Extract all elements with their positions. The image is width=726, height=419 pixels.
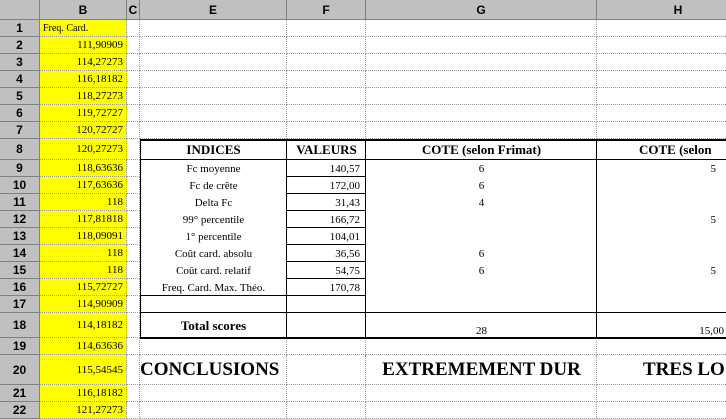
row-header-12[interactable]: 12	[0, 211, 40, 228]
indice-value[interactable]: 31,43	[335, 196, 360, 209]
grid-cell[interactable]	[127, 211, 140, 228]
grid-cell[interactable]	[366, 105, 597, 122]
cote-frimat[interactable]: 6	[478, 162, 485, 175]
cell-b6[interactable]: 119,72727	[40, 105, 127, 122]
grid-cell[interactable]	[127, 313, 140, 338]
grid-cell[interactable]	[127, 385, 140, 402]
cote-frimat[interactable]: 6	[478, 247, 485, 260]
cell-b5[interactable]: 118,27273	[40, 88, 127, 105]
indice-value[interactable]: 172,00	[329, 179, 360, 192]
row-header-15[interactable]: 15	[0, 262, 40, 279]
table-border	[140, 159, 726, 160]
indice-value[interactable]: 54,75	[335, 264, 360, 277]
grid-cell[interactable]	[140, 385, 287, 402]
conclusions-label[interactable]: CONCLUSIONS	[140, 359, 280, 380]
grid-cell[interactable]	[597, 20, 726, 37]
table-border	[596, 139, 597, 338]
grid-cell[interactable]	[287, 37, 366, 54]
column-header-b[interactable]: B	[40, 0, 127, 20]
grid-cell[interactable]	[287, 54, 366, 71]
indice-label[interactable]: 1° percentile	[185, 230, 242, 243]
grid-cell[interactable]	[287, 88, 366, 105]
cote-other[interactable]: 5	[710, 264, 716, 277]
conclusion-frimat[interactable]: EXTREMEMENT DUR	[382, 359, 581, 380]
indice-value[interactable]: 36,56	[335, 247, 360, 260]
grid-cell[interactable]	[366, 88, 597, 105]
cell-b11[interactable]: 118	[40, 194, 127, 211]
cell-b8[interactable]: 120,27273	[40, 139, 127, 160]
grid-cell[interactable]	[366, 385, 597, 402]
grid-cell[interactable]	[597, 88, 726, 105]
cell-b7[interactable]: 120,72727	[40, 122, 127, 139]
table-border	[287, 295, 366, 296]
cote-frimat[interactable]: 6	[478, 179, 485, 192]
grid-cell[interactable]	[127, 355, 140, 385]
cote-frimat[interactable]	[366, 211, 597, 228]
cote-other[interactable]: 5	[710, 162, 716, 175]
column-header-g[interactable]: G	[366, 0, 597, 20]
row-header-7[interactable]: 7	[0, 122, 40, 139]
row-header-10[interactable]: 10	[0, 177, 40, 194]
header-cote-frimat[interactable]: COTE (selon Frimat)	[421, 141, 542, 157]
cell-b1[interactable]: Freq. Card.	[40, 20, 127, 37]
grid-cell[interactable]	[287, 385, 366, 402]
row-header-5[interactable]: 5	[0, 88, 40, 105]
grid-cell[interactable]	[140, 88, 287, 105]
table-border	[365, 139, 366, 338]
cell-b2[interactable]: 111,90909	[40, 37, 127, 54]
grid-cell[interactable]	[366, 20, 597, 37]
cote-frimat[interactable]: 6	[478, 264, 485, 277]
grid-cell[interactable]	[140, 71, 287, 88]
table-border	[140, 312, 726, 313]
row-header-13[interactable]: 13	[0, 228, 40, 245]
cell-b16[interactable]: 115,72727	[40, 279, 127, 296]
row-header-18[interactable]: 18	[0, 313, 40, 338]
cell-b14[interactable]: 118	[40, 245, 127, 262]
row-header-11[interactable]: 11	[0, 194, 40, 211]
cell-b21[interactable]: 116,18182	[40, 385, 127, 402]
row-header-21[interactable]: 21	[0, 385, 40, 402]
grid-cell[interactable]	[287, 20, 366, 37]
table-border	[287, 176, 366, 177]
row-header-19[interactable]: 19	[0, 338, 40, 355]
indice-value[interactable]: 140,57	[329, 162, 360, 175]
grid-cell[interactable]	[140, 105, 287, 122]
grid-cell[interactable]	[287, 122, 366, 139]
table-border	[140, 139, 141, 338]
row-header-17[interactable]: 17	[0, 296, 40, 313]
row-header-9[interactable]: 9	[0, 160, 40, 177]
header-indices[interactable]: INDICES	[186, 141, 241, 157]
indice-label[interactable]: Fc moyenne	[186, 162, 241, 175]
cell-b20[interactable]: 115,54545	[40, 355, 127, 385]
grid-cell[interactable]	[127, 262, 140, 279]
cell-b15[interactable]: 118	[40, 262, 127, 279]
grid-cell[interactable]	[127, 228, 140, 245]
table-border	[140, 139, 726, 141]
cote-frimat[interactable]: 4	[478, 196, 485, 209]
grid-cell[interactable]	[127, 160, 140, 177]
grid-cell[interactable]	[127, 402, 140, 419]
table-border	[287, 193, 366, 194]
grid-cell[interactable]	[287, 338, 366, 355]
indice-label[interactable]: Coût card. relatif	[176, 264, 251, 277]
indice-label[interactable]: Freq. Card. Max. Théo.	[161, 281, 266, 294]
cote-frimat[interactable]	[366, 228, 597, 245]
cell-b12[interactable]: 117,81818	[40, 211, 127, 228]
grid-cell[interactable]	[597, 71, 726, 88]
row-header-4[interactable]: 4	[0, 71, 40, 88]
grid-cell[interactable]	[127, 20, 140, 37]
row-header-3[interactable]: 3	[0, 54, 40, 71]
grid-cell[interactable]	[140, 54, 287, 71]
grid-cell[interactable]	[127, 105, 140, 122]
row-header-6[interactable]: 6	[0, 105, 40, 122]
grid-cell[interactable]	[140, 37, 287, 54]
grid-cell[interactable]	[597, 37, 726, 54]
grid-cell[interactable]	[366, 54, 597, 71]
grid-cell[interactable]	[127, 71, 140, 88]
cell-b13[interactable]: 118,09091	[40, 228, 127, 245]
cote-other[interactable]	[597, 194, 726, 211]
grid-cell[interactable]	[127, 37, 140, 54]
grid-cell[interactable]	[597, 402, 726, 419]
grid-cell[interactable]	[366, 402, 597, 419]
cell-b17[interactable]: 114,90909	[40, 296, 127, 313]
grid-cell[interactable]	[366, 338, 597, 355]
cell-b19[interactable]: 114,63636	[40, 338, 127, 355]
select-all-corner[interactable]	[0, 0, 40, 20]
cote-other[interactable]	[597, 228, 726, 245]
grid-cell[interactable]	[597, 385, 726, 402]
grid-cell[interactable]	[366, 122, 597, 139]
cell-b22[interactable]: 121,27273	[40, 402, 127, 419]
table-border	[140, 337, 726, 339]
cote-other[interactable]: 5	[710, 213, 716, 226]
row-header-22[interactable]: 22	[0, 402, 40, 419]
table-border	[287, 210, 366, 211]
grid-cell[interactable]	[597, 105, 726, 122]
indice-label[interactable]: Delta Fc	[194, 196, 233, 209]
table-border	[140, 295, 287, 296]
grid-cell[interactable]	[127, 177, 140, 194]
grid-cell[interactable]	[127, 296, 140, 313]
header-cote-other[interactable]: COTE (selon	[639, 141, 712, 157]
total-other[interactable]: 15,00	[699, 325, 724, 337]
cote-other[interactable]	[597, 245, 726, 262]
row-header-2[interactable]: 2	[0, 37, 40, 54]
grid-cell[interactable]	[287, 71, 366, 88]
cell-b18[interactable]: 114,18182	[40, 313, 127, 338]
grid-cell[interactable]	[366, 71, 597, 88]
column-header-h[interactable]: H	[597, 0, 726, 20]
grid-cell[interactable]	[127, 54, 140, 71]
cell-b3[interactable]: 114,27273	[40, 54, 127, 71]
indice-value[interactable]: 104,01	[329, 230, 360, 243]
grid-cell[interactable]	[127, 88, 140, 105]
header-valeurs[interactable]: VALEURS	[296, 141, 357, 157]
table-border	[287, 227, 366, 228]
grid-cell[interactable]	[597, 54, 726, 71]
grid-cell[interactable]	[140, 338, 287, 355]
table-border	[287, 261, 366, 262]
indice-value[interactable]: 170,78	[329, 281, 360, 294]
grid-cell[interactable]	[127, 122, 140, 139]
grid-cell[interactable]	[127, 194, 140, 211]
total-scores-label[interactable]: Total scores	[180, 317, 247, 333]
indice-value[interactable]: 166,72	[329, 213, 360, 226]
grid-cell[interactable]	[127, 245, 140, 262]
total-frimat[interactable]: 28	[476, 325, 487, 337]
cell-b10[interactable]: 117,63636	[40, 177, 127, 194]
cote-other[interactable]	[597, 177, 726, 194]
column-header-f[interactable]: F	[287, 0, 366, 20]
table-border	[287, 278, 366, 279]
column-header-c[interactable]: C	[127, 0, 140, 20]
table-border	[287, 244, 366, 245]
grid-cell[interactable]	[140, 122, 287, 139]
grid-cell[interactable]	[127, 279, 140, 296]
row-header-8[interactable]: 8	[0, 139, 40, 160]
indice-label[interactable]: Fc de crête	[189, 179, 238, 192]
column-header-e[interactable]: E	[140, 0, 287, 20]
grid-cell[interactable]	[127, 338, 140, 355]
grid-cell[interactable]	[287, 402, 366, 419]
grid-cell[interactable]	[366, 37, 597, 54]
grid-cell[interactable]	[597, 122, 726, 139]
grid-cell[interactable]	[597, 338, 726, 355]
indice-label[interactable]: 99° percentile	[182, 213, 245, 226]
row-header-20[interactable]: 20	[0, 355, 40, 385]
cote-other[interactable]	[597, 279, 726, 296]
grid-cell[interactable]	[140, 20, 287, 37]
grid-cell[interactable]	[140, 402, 287, 419]
grid-cell[interactable]	[287, 105, 366, 122]
row-header-1[interactable]: 1	[0, 20, 40, 37]
grid-cell[interactable]	[127, 139, 140, 160]
table-border	[286, 139, 287, 338]
cell-b9[interactable]: 118,63636	[40, 160, 127, 177]
indice-label[interactable]: Coût card. absolu	[174, 247, 253, 260]
row-header-16[interactable]: 16	[0, 279, 40, 296]
conclusion-other[interactable]: TRES LO	[643, 359, 725, 380]
row-header-14[interactable]: 14	[0, 245, 40, 262]
cote-frimat[interactable]	[366, 279, 597, 296]
cell-b4[interactable]: 116,18182	[40, 71, 127, 88]
